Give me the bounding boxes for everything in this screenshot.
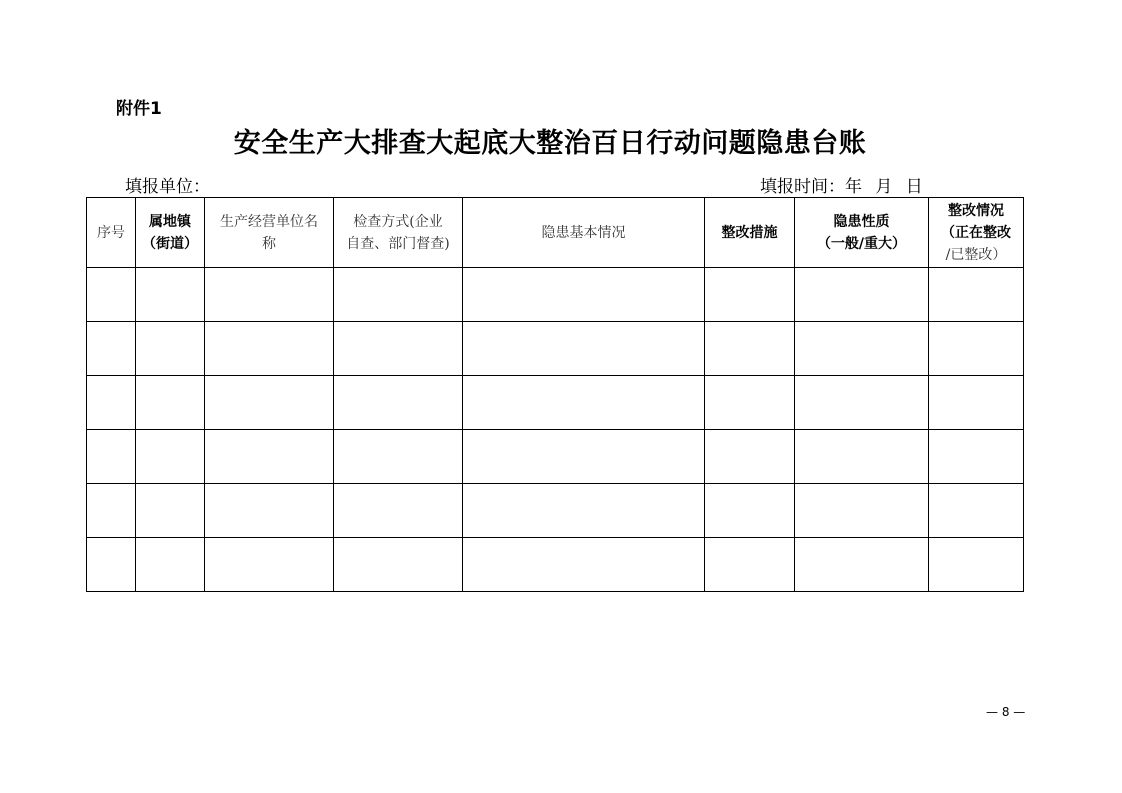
table-cell	[205, 322, 334, 376]
table-cell	[705, 376, 795, 430]
table-cell	[136, 322, 205, 376]
table-cell	[795, 322, 929, 376]
table-cell	[205, 484, 334, 538]
table-row	[87, 268, 1024, 322]
table-cell	[334, 538, 463, 592]
table-cell	[87, 484, 136, 538]
table-row	[87, 376, 1024, 430]
table-cell	[463, 268, 705, 322]
header-rectification-status: 整改情况 （正在整改 /已整改）	[929, 198, 1024, 268]
table-cell	[705, 430, 795, 484]
table-cell	[929, 376, 1024, 430]
attachment-label: 附件1	[116, 99, 162, 119]
table-cell	[929, 484, 1024, 538]
table-header-row	[87, 198, 1024, 268]
table-cell	[795, 484, 929, 538]
hazard-ledger-table	[86, 197, 1024, 592]
table-cell	[929, 268, 1024, 322]
table-cell	[334, 430, 463, 484]
table-row	[87, 322, 1024, 376]
table-cell	[205, 376, 334, 430]
table-cell	[705, 322, 795, 376]
header-rectification-measures: 整改措施	[705, 198, 795, 268]
fill-unit-label: 填报单位：	[125, 177, 210, 197]
table-cell	[87, 538, 136, 592]
header-town-street: 属地镇 （街道）	[136, 198, 205, 268]
document-title: 安全生产大排查大起底大整治百日行动问题隐患台账	[233, 128, 867, 159]
table-cell	[795, 376, 929, 430]
table-cell	[705, 484, 795, 538]
table-cell	[463, 484, 705, 538]
table-cell	[87, 322, 136, 376]
page-number: — 8 —	[986, 705, 1026, 719]
header-hazard-description: 隐患基本情况	[463, 198, 705, 268]
header-inspection-method: 检查方式(企业 自查、部门督查)	[334, 198, 463, 268]
table-cell	[136, 538, 205, 592]
table-cell	[463, 322, 705, 376]
table-cell	[463, 538, 705, 592]
table-cell	[795, 538, 929, 592]
table-cell	[334, 268, 463, 322]
table-cell	[795, 268, 929, 322]
table-cell	[87, 268, 136, 322]
table-cell	[136, 376, 205, 430]
table-cell	[205, 268, 334, 322]
table-cell	[87, 430, 136, 484]
header-business-unit-name: 生产经营单位名 称	[205, 198, 334, 268]
table-cell	[463, 376, 705, 430]
table-cell	[205, 538, 334, 592]
table-cell	[205, 430, 334, 484]
table-cell	[136, 268, 205, 322]
table-row	[87, 484, 1024, 538]
table-cell	[929, 322, 1024, 376]
table-row	[87, 538, 1024, 592]
header-serial-number: 序号	[87, 198, 136, 268]
table-cell	[705, 538, 795, 592]
fill-time-label: 填报时间：年 月 日	[760, 177, 923, 197]
header-hazard-nature: 隐患性质 （一般/重大）	[795, 198, 929, 268]
table-cell	[929, 538, 1024, 592]
table-cell	[136, 430, 205, 484]
table-cell	[87, 376, 136, 430]
table-row	[87, 430, 1024, 484]
table-cell	[334, 376, 463, 430]
table-cell	[929, 430, 1024, 484]
table-cell	[795, 430, 929, 484]
table-cell	[136, 484, 205, 538]
table-cell	[334, 322, 463, 376]
table-cell	[334, 484, 463, 538]
table-cell	[463, 430, 705, 484]
table-cell	[705, 268, 795, 322]
